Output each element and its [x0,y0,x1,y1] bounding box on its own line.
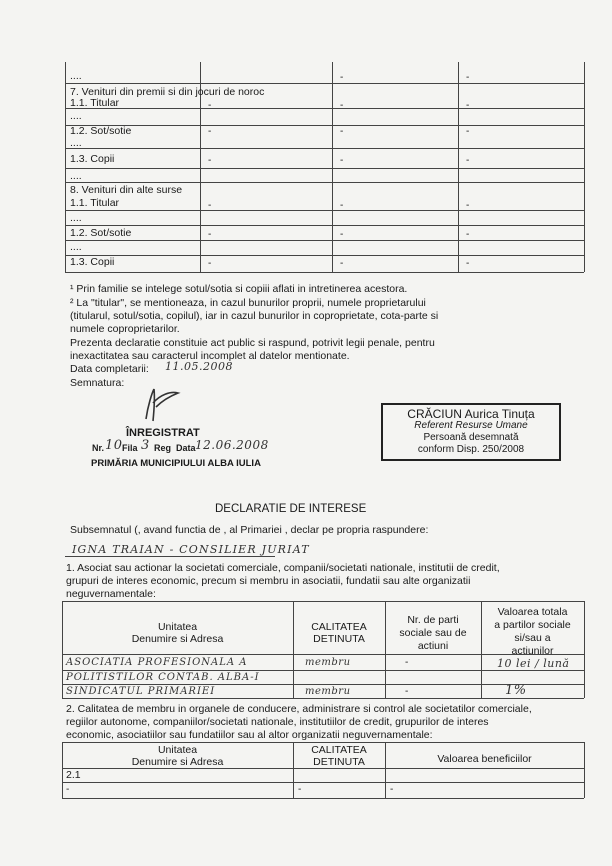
table-cell-dash: - [466,72,470,83]
table-cell-dash: - [208,200,212,211]
table-cell-dash: - [466,155,470,166]
table-row-label: 2.1 [66,769,81,781]
table-cell-dash: - [340,200,344,211]
table-row-line [65,148,584,149]
table-row-line [62,782,584,783]
table-cell-dash: - [466,200,470,211]
table-row-label: 1.1. Titular [70,197,120,209]
table-row-line [65,210,584,211]
header-value-2: a partilor sociale [494,619,571,631]
completion-date-label: Data completarii: [70,363,149,375]
table-row-value: 1% [505,683,527,698]
hr-stamp [381,403,561,461]
table-cell-dash: - [208,258,212,269]
header-benefits: Valoarea beneficiilor [437,753,532,765]
signature-mark [138,385,188,425]
table-cell-dash: - [340,155,344,166]
hr-stamp-designation: Persoană desemnată [423,432,519,443]
table-cell-dash: - [298,784,302,795]
table-cell-dash: - [66,784,70,795]
table-row-line [65,255,584,256]
interest-intro: Subsemnatul (, avand functia de , al Primariei , declar pe propria raspundere: [70,524,429,536]
table-row-line [65,182,584,183]
table-cell-dash: - [390,784,394,795]
registration-reg-label: Reg [154,443,172,453]
table-header-line [62,768,584,769]
table-row-line [65,83,584,84]
table-row-label: .... [70,110,82,122]
registration-nr-label: Nr. [92,443,105,453]
table-row-label: .... [70,212,82,224]
declaration-line-1: Prezenta declaratie constituie act public si raspund, potrivit legii penale, pentru [70,337,435,349]
registration-data-value: 12.06.2008 [195,438,269,452]
declaration-line-2: inexactitatea sau caracterul incomplet al datelor mentionate. [70,350,350,362]
table-col-divider [385,742,386,798]
table-row-label: .... [70,70,82,82]
footnote-2-line-1: ² La "titular", se mentioneaza, in cazul bunurilor proprii, numele proprietarului [70,297,426,309]
handwritten-name: IGNA TRAIAN - CONSILIER JURIAT [72,543,310,556]
table-cell-dash: - [208,100,212,111]
table-row-line [62,670,584,671]
section-1-line-2: grupuri de interes economic, precum si membru in asociatii, fundatii sau alte organizatii [66,575,471,587]
table-cell-dash: - [340,100,344,111]
table-row-label: .... [70,137,82,149]
table-row-label: 8. Venituri din alte surse [70,184,183,196]
interest-title: DECLARATIE DE INTERESE [215,503,367,515]
header-unit-2: Denumire si Adresa [131,633,224,645]
hr-stamp-disposition: conform Disp. 250/2008 [417,444,525,455]
registration-title: ÎNREGISTRAT [126,427,200,439]
table-border-bottom [62,698,584,699]
table-row-quality: membru [305,686,351,697]
table-row-line [65,108,584,109]
table-row-label: 1.2. Sot/sotie [70,125,132,137]
section-1-line-3: neguvernamentale: [66,588,156,600]
table-cell-dash: - [466,100,470,111]
header-quality-1: CALITATEA [311,744,367,756]
table-border-right [584,62,585,272]
table-row-label: 1.2. Sot/sotie [70,227,132,239]
table-row-value: 10 lei / lună [497,657,570,670]
table-border-bottom [62,798,584,799]
table-cell-dash: - [208,155,212,166]
table-cell-dash: - [466,258,470,269]
table-cell-dash: - [340,126,344,137]
name-underline [65,556,275,557]
table-row-parts: - [405,686,409,697]
section-2-line-1: 2. Calitatea de membru in organele de conducere, administrare si control ale societatilor comerciale, [66,703,532,715]
table-cell-dash: - [340,72,344,83]
header-unit-1: Unitatea [157,744,198,756]
registration-nr-value: 10 [105,438,123,453]
hr-stamp-name: CRĂCIUN Aurica Tinuța [407,407,535,421]
table-row-label: .... [70,241,82,253]
registration-institution: PRIMĂRIA MUNICIPIULUI ALBA IULIA [91,458,261,469]
header-quality-2: DETINUTA [313,633,365,645]
table-row-label: .... [70,170,82,182]
section-1-line-1: 1. Asociat sau actionar la societati comerciale, companii/societati nationale, institutii de credit, [66,562,500,574]
table-row-label: 1.1. Titular [70,97,120,109]
table-border-top [62,742,584,743]
table-cell-dash: - [340,258,344,269]
footnote-2-line-3: numele coproprietarilor. [70,323,180,335]
table-cell-dash: - [466,229,470,240]
header-quality-1: CALITATEA [311,621,367,633]
table-cell-dash: - [466,126,470,137]
footnote-1: ¹ Prin familie se intelege sotul/sotia si copiii aflati in intretinerea acestora. [70,283,408,295]
registration-fila-label: Fila [122,443,138,453]
header-value-1: Valoarea totala [497,606,568,618]
section-2-line-2: regiilor autonome, companiilor/societati nationale, institutiilor de credit, grupurilor de interes [66,716,489,728]
header-quality-2: DETINUTA [313,756,365,768]
header-value-4: actiunilor [511,645,554,657]
hr-stamp-role: Referent Resurse Umane [414,420,528,431]
table-cell-dash: - [340,229,344,240]
table-row-quality: membru [305,657,351,668]
table-row-unit: ASOCIATIA PROFESIONALA A [66,657,248,668]
table-border-right [584,742,585,798]
header-parts-3: actiuni [417,640,449,652]
table-row-line [65,240,584,241]
table-cell-dash: - [208,126,212,137]
footnote-2-line-2: (titularul, sotul/sotia, copilul), iar in cazul bunurilor in coproprietate, cota-parte si [70,310,439,322]
table-border-right [584,601,585,698]
table-col-divider [293,601,294,698]
table-row-unit: POLITISTILOR CONTAB. ALBA-I [66,672,260,683]
header-value-3: si/sau a [514,632,551,644]
table-row-line [65,168,584,169]
completion-date-value: 11.05.2008 [165,360,233,373]
table-row-line [65,272,584,273]
table-row-line [65,225,584,226]
table-border-left [62,601,63,698]
table-row-unit: SINDICATUL PRIMARIEI [66,686,216,697]
header-parts-1: Nr. de parti [407,614,459,626]
registration-fila-value: 3 [141,438,150,453]
table-cell-dash: - [208,229,212,240]
table-row-label: 1.3. Copii [70,153,115,165]
header-unit-2: Denumire si Adresa [131,756,224,768]
section-2-line-3: economic, asociatiilor sau fundatiilor sau al altor organizatii neguvernamentale: [66,729,433,741]
signature-label: Semnatura: [70,377,125,389]
table-row-label: 7. Venituri din premii si din jocuri de noroc [70,86,265,98]
header-parts-2: sociale sau de [399,627,467,639]
table-row-line [65,125,584,126]
registration-data-label: Data [176,443,196,453]
table-border-top [62,601,584,602]
table-row-parts: - [405,657,409,668]
table-row-label: 1.3. Copii [70,256,115,268]
header-unit-1: Unitatea [157,621,198,633]
